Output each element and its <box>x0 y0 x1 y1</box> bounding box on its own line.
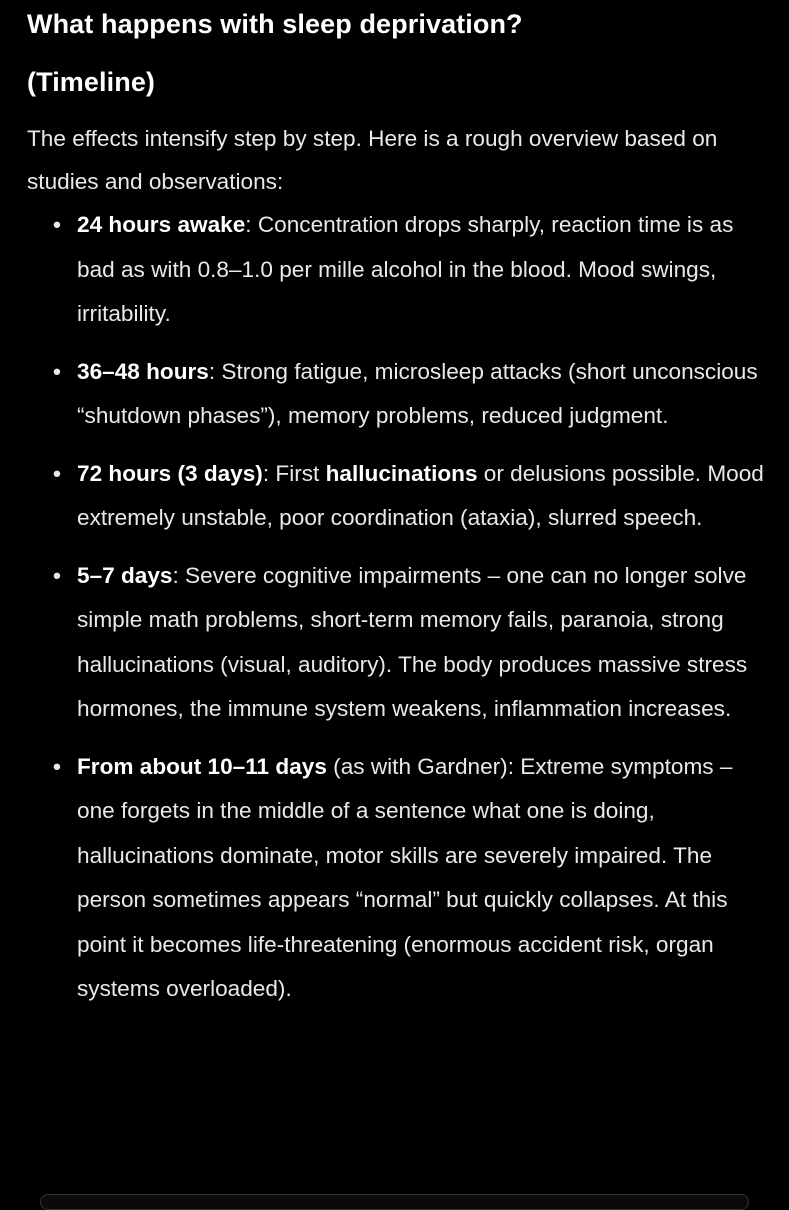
item-text: (as with Gardner): Extreme symptoms – one forgets in the middle of a sentence what one is doing, hallucinations dominate, motor skills are severely impaired. The person sometimes appears “normal” but quickly collapses. At this point it becomes life-threatening (enormous accident risk, organ systems overloaded). <box>77 753 733 1001</box>
item-separator: : <box>245 212 252 237</box>
list-item-72-hours <box>27 452 769 541</box>
heading-line-1: What happens with sleep deprivation? <box>27 9 523 39</box>
item-label: 36–48 hours <box>77 358 209 384</box>
item-text: Concentration drops sharply, reaction time is as bad as with 0.8–1.0 per mille alcohol in the blood. Mood swings, irritability. <box>77 212 734 326</box>
item-text: Severe cognitive impairments – one can no longer solve simple math problems, short-term memory fails, paranoia, strong hallucinations (visual, auditory). The body produces massive stress hormones, the immune system weakens, inflammation increases. <box>77 562 748 721</box>
item-text-before: First <box>269 460 326 486</box>
article-content <box>27 0 769 1025</box>
item-label: 5–7 days <box>77 562 173 588</box>
list-item-36-48-hours <box>27 350 769 439</box>
item-separator: : <box>262 460 270 486</box>
bullet-icon: • <box>53 460 61 486</box>
bullet-icon: • <box>53 753 61 779</box>
timeline-list <box>27 203 769 1012</box>
item-separator: : <box>208 358 216 384</box>
list-item-5-7-days <box>27 554 769 732</box>
heading <box>27 0 769 111</box>
bullet-icon: • <box>53 358 61 384</box>
item-separator: : <box>172 562 179 588</box>
item-bold-term: hallucinations <box>325 460 478 486</box>
item-label: 24 hours awake <box>77 212 246 237</box>
bullet-icon: • <box>53 212 61 237</box>
bullet-icon: • <box>53 562 61 588</box>
list-item-24-hours <box>27 203 769 337</box>
item-label: 72 hours (3 days) <box>77 460 263 486</box>
item-text: Strong fatigue, microsleep attacks (short unconscious “shutdown phases”), memory problems, reduced judgment. <box>77 358 758 428</box>
item-text: or delusions possible. Mood extremely unstable, poor coordination (ataxia), slurred speech. <box>77 460 764 530</box>
heading-line-2: (Timeline) <box>27 67 156 97</box>
item-label: From about 10–11 days <box>77 753 327 779</box>
intro-paragraph: The effects intensify step by step. Here is a rough overview based on studies and observations: <box>27 126 718 194</box>
list-item-10-11-days <box>27 745 769 1012</box>
bottom-input-bar[interactable] <box>40 1194 749 1210</box>
